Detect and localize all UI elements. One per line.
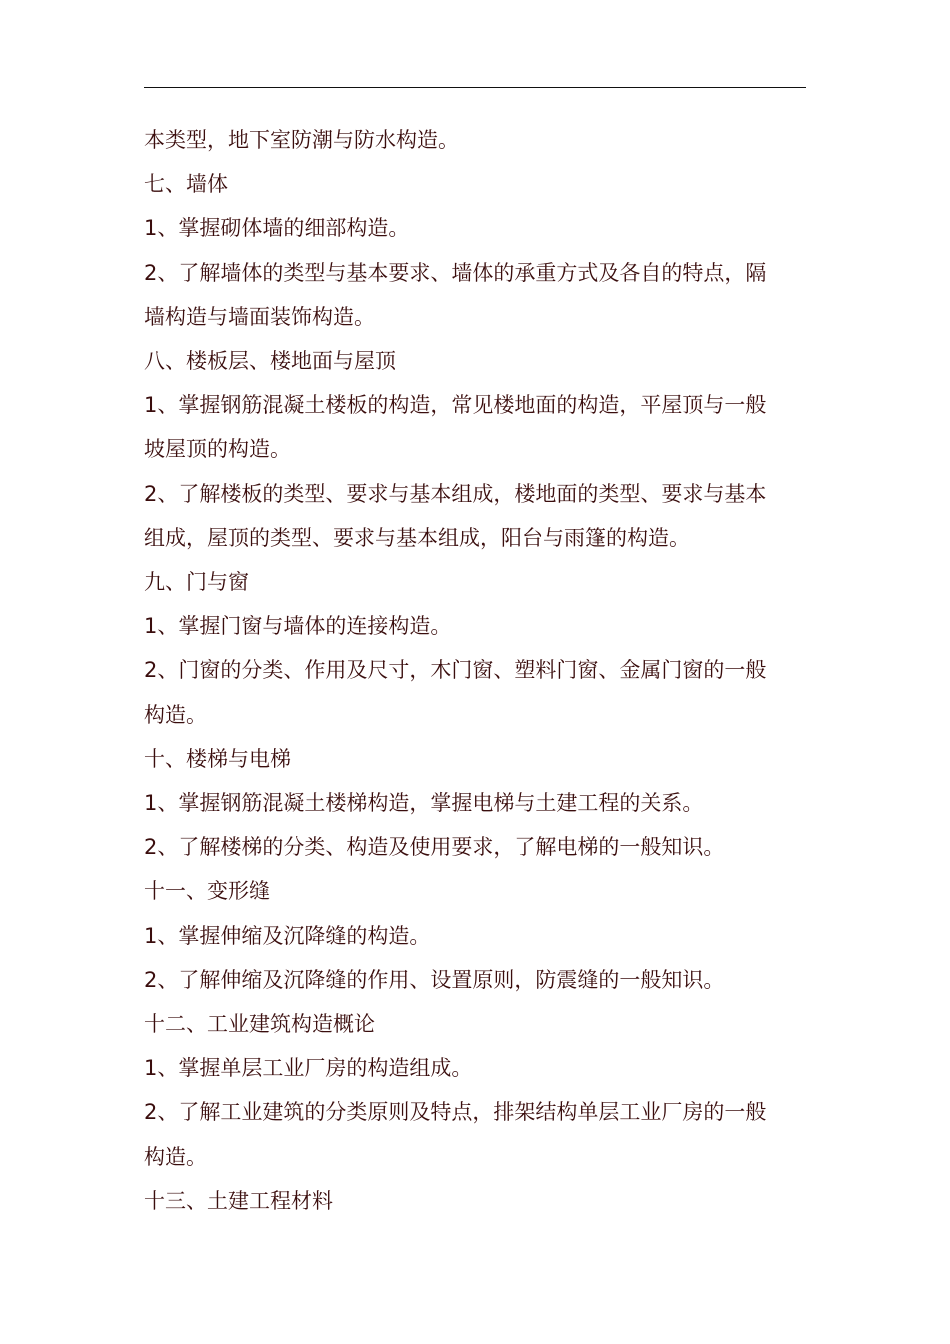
text-line: 1、掌握伸缩及沉降缝的构造。 (144, 923, 431, 948)
text-line: 构造。 (144, 1144, 207, 1169)
text-line: 2、了解楼板的类型、要求与基本组成，楼地面的类型、要求与基本 (144, 481, 767, 506)
section-heading: 八、楼板层、楼地面与屋顶 (144, 349, 396, 374)
document-body (144, 118, 808, 1223)
text-line: 1、掌握钢筋混凝土楼板的构造，常见楼地面的构造，平屋顶与一般 (144, 393, 767, 418)
text-line: 2、门窗的分类、作用及尺寸，木门窗、塑料门窗、金属门窗的一般 (144, 658, 767, 683)
text-line: 构造。 (144, 702, 207, 727)
header-rule (144, 87, 806, 88)
text-line: 1、掌握钢筋混凝土楼梯构造，掌握电梯与土建工程的关系。 (144, 791, 704, 816)
text-line: 2、了解工业建筑的分类原则及特点，排架结构单层工业厂房的一般 (144, 1100, 767, 1125)
section-heading: 十二、工业建筑构造概论 (144, 1012, 375, 1037)
text-line: 2、了解伸缩及沉降缝的作用、设置原则，防震缝的一般知识。 (144, 967, 725, 992)
text-line: 本类型，地下室防潮与防水构造。 (144, 128, 459, 152)
section-heading: 十三、土建工程材料 (144, 1188, 333, 1213)
text-line: 2、了解楼梯的分类、构造及使用要求，了解电梯的一般知识。 (144, 835, 725, 860)
text-line: 1、掌握砌体墙的细部构造。 (144, 216, 410, 241)
text-line: 墙构造与墙面装饰构造。 (144, 304, 375, 329)
section-heading: 十、楼梯与电梯 (144, 746, 291, 771)
section-heading: 九、门与窗 (144, 570, 249, 595)
text-line: 1、掌握单层工业厂房的构造组成。 (144, 1056, 473, 1081)
text-line: 1、掌握门窗与墙体的连接构造。 (144, 614, 452, 639)
text-line: 坡屋顶的构造。 (144, 437, 291, 462)
text-line: 组成，屋顶的类型、要求与基本组成，阳台与雨篷的构造。 (144, 525, 690, 550)
text-line: 2、了解墙体的类型与基本要求、墙体的承重方式及各自的特点，隔 (144, 260, 767, 285)
section-heading: 七、墙体 (144, 172, 228, 197)
section-heading: 十一、变形缝 (144, 879, 270, 904)
